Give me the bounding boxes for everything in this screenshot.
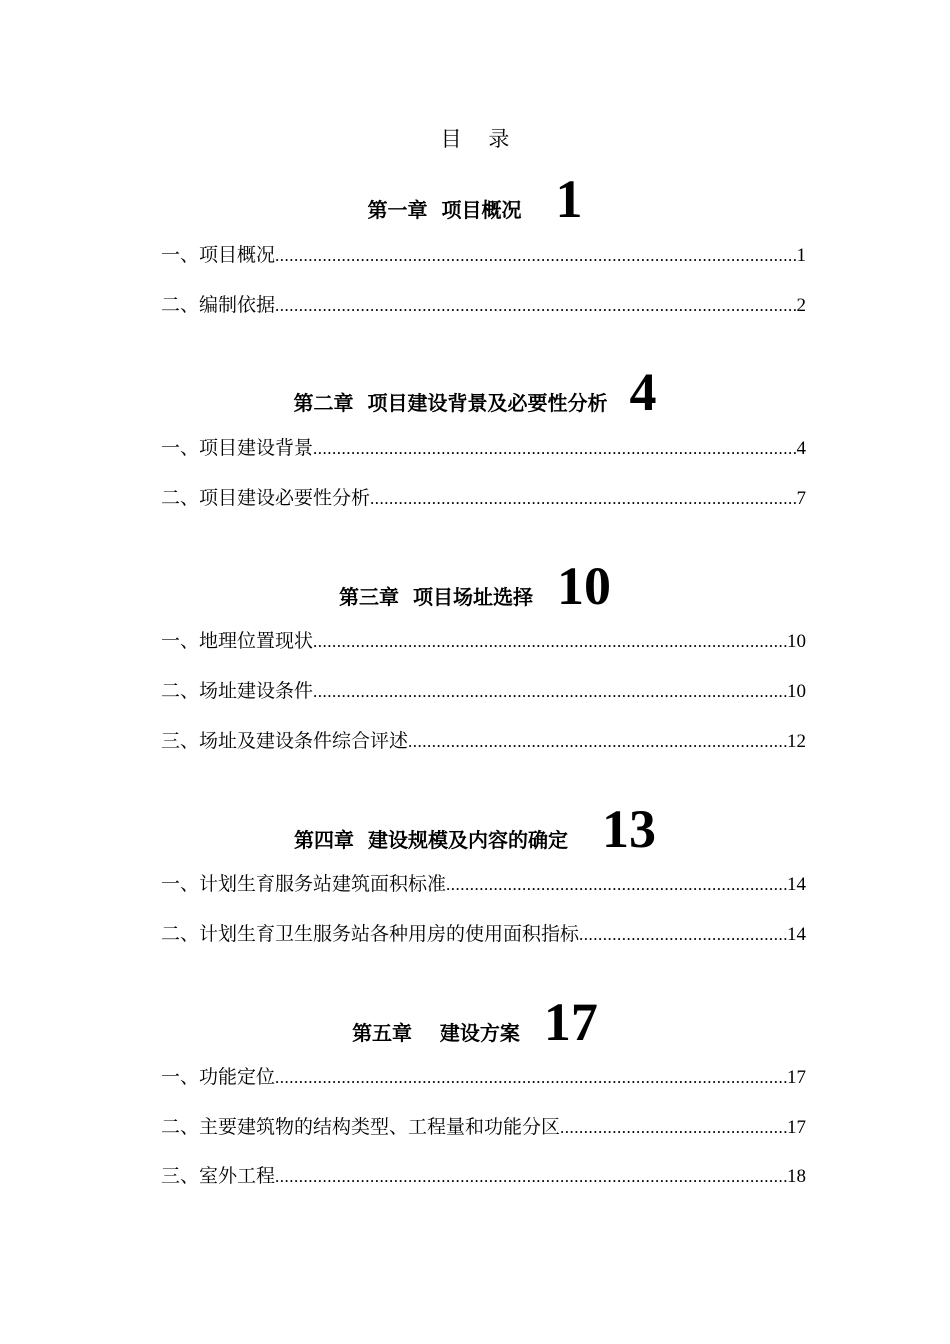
toc-entry[interactable] bbox=[161, 1063, 806, 1091]
chapter-heading[interactable] bbox=[0, 555, 950, 617]
toc-entry[interactable] bbox=[161, 677, 806, 705]
toc-entry-label: 二、计划生育卫生服务站各种用房的使用面积指标 bbox=[161, 923, 580, 945]
chapter-page-number: 4 bbox=[629, 362, 657, 422]
dot-leader bbox=[408, 728, 787, 756]
toc-entry[interactable] bbox=[161, 870, 806, 898]
dot-leader bbox=[446, 871, 787, 899]
toc-entry-page: 2 bbox=[796, 295, 806, 316]
toc-entry-page: 4 bbox=[796, 438, 806, 459]
toc-entry-page: 18 bbox=[787, 1166, 806, 1187]
toc-entry-page: 1 bbox=[796, 245, 806, 266]
toc-entry-label: 三、室外工程 bbox=[161, 1165, 276, 1187]
chapter-heading[interactable] bbox=[0, 991, 950, 1053]
chapter-heading[interactable] bbox=[0, 168, 950, 230]
toc-entry[interactable] bbox=[161, 920, 806, 948]
toc-entry[interactable] bbox=[161, 434, 806, 462]
dot-leader bbox=[313, 678, 787, 706]
dot-leader bbox=[560, 1114, 787, 1142]
toc-entry-page: 12 bbox=[787, 731, 806, 752]
toc-entry-page: 17 bbox=[787, 1067, 806, 1088]
toc-entry-label: 一、项目概况 bbox=[161, 244, 276, 266]
toc-entry-label: 二、项目建设必要性分析 bbox=[161, 487, 371, 509]
toc-entry-label: 一、功能定位 bbox=[161, 1066, 276, 1088]
toc-title: 目 录 bbox=[440, 127, 510, 151]
chapter-title: 第二章 项目建设背景及必要性分析 bbox=[293, 391, 608, 415]
toc-entry-label: 二、编制依据 bbox=[161, 294, 276, 316]
toc-entry[interactable] bbox=[161, 241, 806, 269]
dot-leader bbox=[313, 435, 796, 463]
chapter-title: 第四章 建设规模及内容的确定 bbox=[294, 828, 568, 852]
toc-entry-label: 一、计划生育服务站建筑面积标准 bbox=[161, 873, 447, 895]
toc-entry[interactable] bbox=[161, 627, 806, 655]
toc-entry-page: 14 bbox=[787, 874, 806, 895]
dot-leader bbox=[275, 1163, 787, 1191]
dot-leader bbox=[275, 1064, 787, 1092]
dot-leader bbox=[275, 242, 796, 270]
chapter-title: 第一章 项目概况 bbox=[367, 198, 522, 222]
chapter-page-number: 1 bbox=[555, 169, 583, 229]
dot-leader bbox=[370, 485, 796, 513]
dot-leader bbox=[313, 628, 787, 656]
toc-entry[interactable] bbox=[161, 291, 806, 319]
chapter-heading[interactable] bbox=[0, 798, 950, 860]
toc-entry[interactable] bbox=[161, 727, 806, 755]
chapter-title: 第五章 建设方案 bbox=[352, 1021, 520, 1045]
chapter-page-number: 13 bbox=[601, 799, 656, 859]
chapter-page-number: 17 bbox=[543, 992, 598, 1052]
chapter-title: 第三章 项目场址选择 bbox=[339, 585, 533, 609]
toc-entry-label: 三、场址及建设条件综合评述 bbox=[161, 730, 409, 752]
toc-entry-label: 二、主要建筑物的结构类型、工程量和功能分区 bbox=[161, 1116, 561, 1138]
toc-entry[interactable] bbox=[161, 1162, 806, 1190]
dot-leader bbox=[579, 921, 787, 949]
toc-entry[interactable] bbox=[161, 484, 806, 512]
toc-entry-label: 一、项目建设背景 bbox=[161, 437, 314, 459]
toc-entry-label: 一、地理位置现状 bbox=[161, 630, 314, 652]
toc-entry-page: 14 bbox=[787, 924, 806, 945]
toc-entry-label: 二、场址建设条件 bbox=[161, 680, 314, 702]
chapter-heading[interactable] bbox=[0, 361, 950, 423]
dot-leader bbox=[275, 292, 796, 320]
toc-entry-page: 7 bbox=[796, 488, 806, 509]
toc-entry-page: 17 bbox=[787, 1117, 806, 1138]
toc-entry-page: 10 bbox=[787, 631, 806, 652]
toc-entry-page: 10 bbox=[787, 681, 806, 702]
chapter-page-number: 10 bbox=[556, 556, 611, 616]
toc-entry[interactable] bbox=[161, 1113, 806, 1141]
